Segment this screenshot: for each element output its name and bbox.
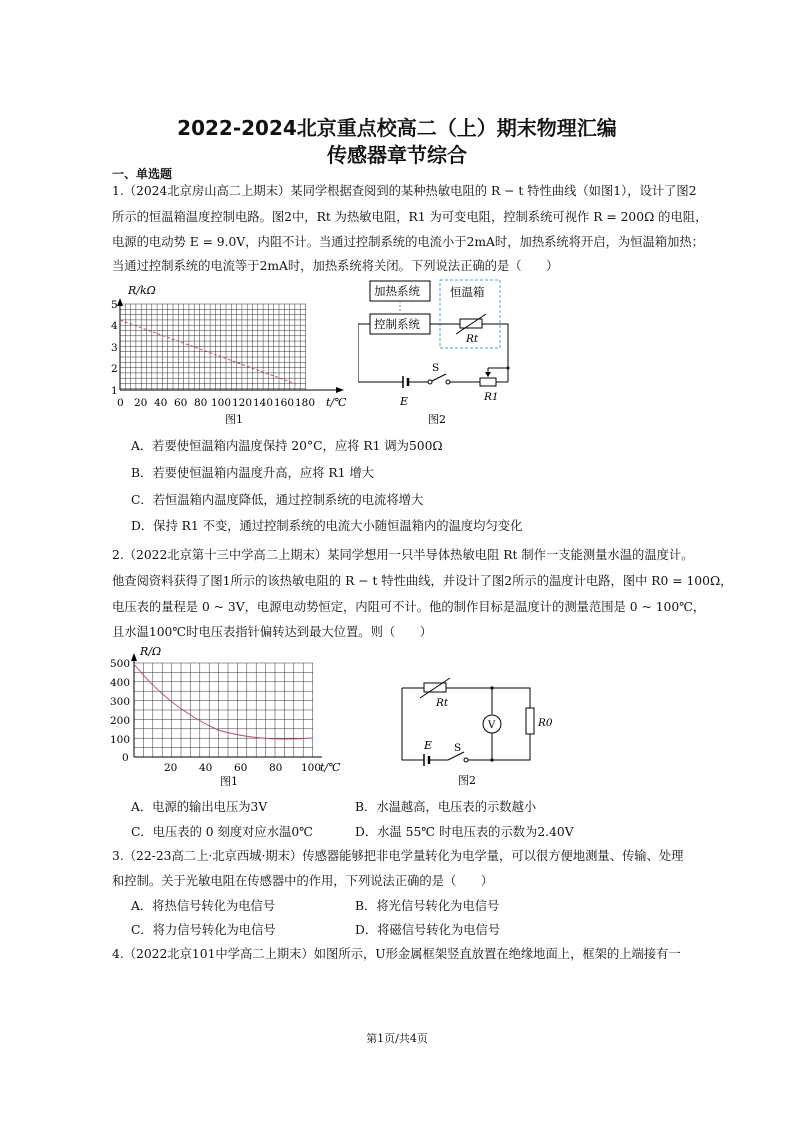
page-footer: 第1页/共4页 <box>366 1032 428 1045</box>
q1-fig1-grid <box>120 304 306 390</box>
wire <box>358 324 403 382</box>
wire <box>402 688 424 760</box>
q1-fig1-ylabel: R/kΩ <box>128 284 156 297</box>
e-label: E <box>400 395 409 408</box>
rt-label: Rt <box>466 333 479 345</box>
q2-fig1-xtick: 20 <box>164 762 178 774</box>
e-label: E <box>424 739 433 752</box>
s-label: S <box>432 362 440 374</box>
q1-fig2-caption: 图2 <box>428 413 446 426</box>
q2-fig1-ytick: 100 <box>110 734 131 746</box>
q1-option-b[interactable]: B．若要使恒温箱内温度升高，应将 R1 增大 <box>131 466 374 480</box>
q3-line-1: 3.（22-23高二上·北京西城·期末）传感器能够把非电学量转化为电学量，可以很方便地测量、传输、处理 <box>112 849 684 863</box>
q1-fig1-y-arrow <box>117 298 123 306</box>
q3-option-d[interactable]: D．将磁信号转化为电信号 <box>355 923 501 937</box>
heating-system-label: 加热系统 <box>374 284 420 298</box>
q2-fig1-ytick: 300 <box>110 696 131 708</box>
q2-fig2-circuit <box>398 672 558 790</box>
q2-line-4: 且水温100℃时电压表指针偏转达到最大位置。则（ ） <box>112 625 433 639</box>
q2-fig1-graph <box>108 645 358 790</box>
q3-option-b[interactable]: B．将光信号转化为电信号 <box>355 899 500 913</box>
q3-line-2: 和控制。关于光敏电阻在传感器中的作用，下列说法正确的是（ ） <box>112 874 494 888</box>
rheostat-r1 <box>480 378 496 386</box>
rt-label: Rt <box>436 697 449 709</box>
q2-fig1-grid <box>134 663 313 757</box>
control-system-label: 控制系统 <box>374 317 420 331</box>
resistor-r0 <box>526 708 534 734</box>
q1-option-c[interactable]: C．若恒温箱内温度降低，通过控制系统的电流将增大 <box>131 493 424 507</box>
q2-fig1-caption: 图1 <box>220 775 238 788</box>
q1-fig1-graph <box>108 280 358 428</box>
rheostat-slider <box>485 372 491 377</box>
switch-terminal <box>428 380 432 384</box>
wire <box>446 688 530 708</box>
q1-fig1-xlabel: t/℃ <box>326 396 347 409</box>
q1-fig1-xtick: 160 <box>274 397 295 409</box>
q1-fig1-xtick: 0 <box>117 397 124 409</box>
q2-line-2: 他查阅资料获得了图1所示的该热敏电阻的 R − t 特性曲线，并设计了图2所示的温度计电路，图中 R0 = 100Ω， <box>112 574 733 588</box>
q2-fig1-ytick: 400 <box>110 677 131 689</box>
switch-terminal <box>446 380 450 384</box>
junction <box>507 367 510 370</box>
q2-option-a[interactable]: A．电源的输出电压为3V <box>131 800 268 814</box>
q1-fig1-ytick: 3 <box>111 342 118 354</box>
q1-fig1-xtick: 180 <box>295 397 316 409</box>
q1-fig1-xtick: 60 <box>174 397 188 409</box>
q1-fig2-circuit <box>358 278 528 428</box>
q2-fig1-xtick: 40 <box>199 762 213 774</box>
q1-option-a[interactable]: A．若要使恒温箱内温度保持 20°C，应将 R1 调为500Ω <box>131 439 443 453</box>
q1-line-3: 电源的电动势 E = 9.0V，内阻不计。当通过控制系统的电流小于2mA时，加热系统将开启，为恒温箱加热； <box>112 235 704 249</box>
q1-fig1-ytick: 1 <box>111 385 118 397</box>
q1-fig1-x-arrow <box>336 387 344 393</box>
q2-option-d[interactable]: D．水温 55℃ 时电压表的示数为2.40V <box>355 825 574 839</box>
q1-fig1-xtick: 140 <box>253 397 274 409</box>
oven-label: 恒温箱 <box>450 285 485 299</box>
q2-fig1-xtick: 60 <box>234 762 248 774</box>
q2-option-b[interactable]: B．水温越高，电压表的示数越小 <box>355 800 537 814</box>
q2-fig1-xtick: 80 <box>269 762 283 774</box>
q1-fig1-ytick: 4 <box>111 320 118 332</box>
q2-line-3: 电压表的量程是 0 ~ 3V，电源电动势恒定，内阻可不计。他的制作目标是温度计的测量范围是 0 ~ 100℃， <box>112 600 706 614</box>
q1-fig1-xtick: 20 <box>134 397 148 409</box>
q3-option-c[interactable]: C．将力信号转化为电信号 <box>131 923 276 937</box>
switch-s <box>432 374 446 381</box>
q4-line-1: 4.（2022北京101中学高二上期末）如图所示，U形金属框架竖直放置在绝缘地面上，框架的上端接有一 <box>112 947 681 961</box>
q1-fig1-ytick: 2 <box>111 363 118 375</box>
q1-option-d[interactable]: D．保持 R1 不变，通过控制系统的电流大小随恒温箱内的温度均匀变化 <box>131 519 523 533</box>
r1-label: R1 <box>484 391 499 403</box>
wire <box>482 324 508 368</box>
q2-fig1-xtick: 100 <box>301 762 322 774</box>
q2-fig1-ytick: 0 <box>122 752 129 764</box>
r0-label: R0 <box>538 717 553 729</box>
s-label: S <box>454 742 462 754</box>
q1-fig1-xtick: 100 <box>211 397 232 409</box>
section-heading: 一、单选题 <box>112 167 173 181</box>
q2-fig2-caption: 图2 <box>458 774 476 787</box>
doc-title: 2022-2024北京重点校高二（上）期末物理汇编 <box>177 116 617 140</box>
q2-line-1: 2.（2022北京第十三中学高二上期末）某同学想用一只半导体热敏电阻 Rt 制作一支能测量水温的温度计。 <box>112 548 694 562</box>
doc-subtitle: 传感器章节综合 <box>327 143 467 167</box>
q1-fig1-xtick: 80 <box>194 397 208 409</box>
q1-line-1: 1.（2024北京房山高二上期末）某同学根据查阅到的某种热敏电阻的 R − t 特性曲线（如图1），设计了图2 <box>112 184 697 198</box>
q1-fig1-xtick: 40 <box>154 397 168 409</box>
wire <box>468 734 530 760</box>
switch-terminal <box>464 758 468 762</box>
q2-fig1-ylabel: R/Ω <box>140 645 162 658</box>
q2-option-c[interactable]: C．电压表的 0 刻度对应水温0℃ <box>131 825 313 839</box>
q1-fig1-caption: 图1 <box>225 413 243 426</box>
q2-fig1-ytick: 200 <box>110 715 131 727</box>
q2-fig1-ytick: 500 <box>110 658 131 670</box>
q1-line-4: 当通过控制系统的电流等于2mA时，加热系统将关闭。下列说法正确的是（ ） <box>112 259 559 273</box>
q2-fig1-y-arrow <box>131 653 137 661</box>
q2-fig1-curve <box>134 664 313 739</box>
q1-fig1-ytick: 5 <box>111 299 118 311</box>
q3-option-a[interactable]: A．将热信号转化为电信号 <box>131 899 276 913</box>
q2-fig1-xlabel: t/℃ <box>320 761 341 774</box>
q1-fig1-xtick: 120 <box>232 397 253 409</box>
v-label: V <box>488 720 496 731</box>
q1-line-2: 所示的恒温箱温度控制电路。图2中，Rt 为热敏电阻，R1 为可变电阻，控制系统可视作 R = 200Ω 的电阻， <box>112 210 708 224</box>
